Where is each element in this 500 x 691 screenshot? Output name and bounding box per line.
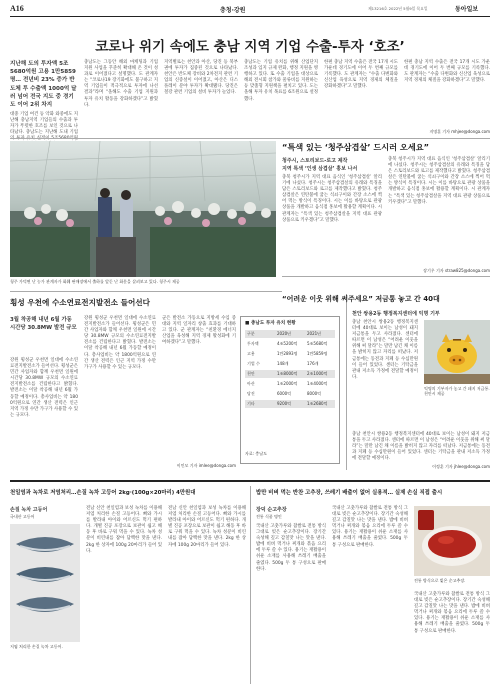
greenhouse-photo xyxy=(10,141,276,277)
mackerel-headline: 천일염과 녹차로 저염처리…손질 녹차 고등어 2kg·(100g×20마리) 4만원대 xyxy=(10,490,196,496)
lead-body-col5: 한편 충남 지역 수출은 전국 17개 시도 가운데 경기도에 이어 두 번째 규모를 기록했다. 도 관계자는 “수출 다변화와 신산업 육성으로 지역 경제의 체질을 강화하겠다”고 말했다. xyxy=(324,60,398,90)
samgyeopsal-deck-2: 지역 특색 ‘인생 삼겹살’ 홍보 나서 xyxy=(282,166,358,172)
gochujang-body-col3: 국내산 고춧가루와 찹쌀로 전통 방식 그대로 빚은 순고추장이다. 장기간 숙성해 깊고 감칠맛 나는 맛을 낸다. 밥에 비벼 먹거나 찌개와 볶음 요리에 두루 쓸 수 있다. 용기는 재활용이 쉬운 소재를 사용해 쓰레기 배출을 줄였다. 500g 두 통 구성으로 판매한다. xyxy=(414,592,490,634)
table-cell: 176개 xyxy=(307,361,319,366)
mackerel-body-col2: 전남 신안 천일염과 보성 녹차를 이용해 저염 처리한 손질 고등어다. 뼈와 가시를 발라내 아이와 어르신도 먹기 편하다. 개별 진공 포장으로 보관이 쉽고 해동 후 바로 구워 먹을 수 있다. 녹차 성분이 비린내를 잡아 담백한 맛을 낸다. 2kg 한 상자에 100g 20마리가 들어 있다. xyxy=(168,506,246,548)
lead-body-col2: 충남도는 그동안 해외 마케팅과 기업 지원 사업을 꾸준히 확대해 온 것이 성과로 이어졌다고 설명했다. 도 관계자는 “코로나19 장기화에도 불구하고 지역 기업들이 적극적으로 투자에 나선 결과”라며 “올해도 수출 기업 지원과 투자 유치 활동을 강화하겠다”고 밝혔다. xyxy=(84,60,158,108)
lead-divider xyxy=(10,138,490,139)
table-cell: 1조2000억 xyxy=(277,381,298,386)
donation-headline: “어려운 이웃 위해 써주세요” 저금통 놓고 간 40대 xyxy=(282,295,440,303)
gochujang-illustration xyxy=(414,506,490,576)
dateline: 제13216호 2022년 5월9일 목요일 xyxy=(368,6,428,11)
energy-byline: 이인모 기자 imlee@donga.com xyxy=(176,463,236,468)
masthead-rule xyxy=(10,16,490,17)
gochujang-caption: 전통 방식으로 빚은 순고추장. xyxy=(414,578,466,583)
table-cell: 2020년 xyxy=(277,331,292,336)
table-cell: 1만2893명 xyxy=(277,351,298,356)
mackerel-caption: 저염 처리한 손질 녹차 고등어. xyxy=(10,644,63,649)
mid-divider xyxy=(10,291,282,292)
bottom-center-divider xyxy=(250,486,251,684)
mackerel-photo xyxy=(10,524,80,642)
donation-body-col1: 충남 천안시 쌍용2동 행정복지센터에 40대로 보이는 남성이 돼지 저금통을 두고 사라졌다. 센터에 따르면 이 남성은 “어려운 이웃을 위해 써 달라”는 말만 남긴 채 이름을 밝히지 않고 자리를 떠났다. 저금통에는 동전과 지폐 등 수십만원이 들어 있었다. 센터는 기탁금을 관내 저소득 가정에 전달할 예정이다. xyxy=(352,320,418,380)
energy-body-col1: 강원 횡성군 우천면 일대에 수소연료전지발전소가 들어선다. 횡성군은 민간 사업자와 함께 우천면 일원에 시간당 30.8MW 규모의 수소연료전지발전소를 건립한다고 밝혔다. 발전소는 이달 착공해 내년 6월 가동할 예정이다. 총사업비는 약 1800억원으로 연간 생산 전력은 인근 지역 가정 수만 가구가 사용할 수 있는 규모다. xyxy=(10,358,78,418)
lead-body-col1: 대중 기업 여건 등 악화 와중에도 지난해 충남지역 기업들의 수출과 투자가 뚜렷한 호조를 보인 것으로 나타났다. 충남도는 지난해 도내 기업 xyxy=(10,112,78,136)
mackerel-body-col1: 전남 신안 천일염과 보성 녹차를 이용해 저염 처리한 손질 고등어다. 뼈와 가시를 발라내 아이와 어르신도 먹기 편하다. 개별 진공 포장으로 보관이 쉽고 해동 후 바로 구워 먹을 수 있다. 녹차 성분이 비린내를 잡아 담백한 맛을 낸다. 2kg 한 상자에 100g 20마리가 들어 있다. xyxy=(86,506,162,554)
section-title: 충청·강원 xyxy=(220,7,246,14)
table-cell: 2021년 xyxy=(307,331,322,336)
table-cell: 기업 수 xyxy=(247,361,260,366)
table-cell: 투자액 xyxy=(247,341,259,346)
table-cell: 1조8000억 xyxy=(277,371,298,376)
lead-body-col4: 충남도는 기업 유치를 위해 산업단지 조성과 입지 규제 완화, 행정 지원을 병행하고 있다. 또 수출 기업을 대상으로 해외 전시회 참가와 물류비를 지원하는 등 맞춤형 지원책을 펼치고 있다. 도는 올해 투자 유치 목표를 6조원으로 설정했다. xyxy=(244,60,318,102)
donation-subline: 천안 쌍용2동 행정복지센터에 익명 기부 xyxy=(352,311,440,317)
mackerel-shop-sub: 국내산 고등어 xyxy=(10,514,35,519)
mackerel-shop: 손질 녹차 고등어 xyxy=(10,507,48,513)
energy-subline: 3월 착공해 내년 6월 가동 시간당 30.8MW 발전 규모 xyxy=(10,317,77,331)
table-cell: 5조5680억 xyxy=(307,341,328,346)
mackerel-illustration xyxy=(10,524,80,642)
table-cell: 구분 xyxy=(247,331,255,336)
page-number: A16 xyxy=(10,4,24,13)
gochujang-headline: 밥만 비벼 먹는 반찬 고추장, 쓰레기 배출이 없어 실용적… 실제 손실 직접 출시 xyxy=(256,490,443,496)
table-cell: 1조2680억 xyxy=(307,401,328,406)
table-title: ■ 충남도 투자 유치 현황 xyxy=(245,321,296,326)
table-cell: 아산 xyxy=(247,381,255,386)
samgyeopsal-byline: 장기우 기자 straw825@donga.com xyxy=(423,268,490,273)
piggy-bank-photo xyxy=(424,320,490,384)
samgyeopsal-body-col1: 충북 청주시가 지역 대표 음식인 ‘청주삼겹살’ 알리기에 나섰다. 청주시는 청주삼겹살의 유래와 특징을 담은 스토리보드와 로고를 제작했다고 밝혔다. 청주삼겹살은 연탄불에 굽는 석쇠구이와 간장 소스에 찍어 먹는 방식이 특징이다. 시는 이를 바탕으로 관광 상품을 개발하고 음식점 홍보에 활용할 계획이다. 시 관계자는 “특색 있는 청주삼겹살을 지역 대표 관광 상품으로 키우겠다”고 말했다. xyxy=(282,175,382,223)
samgyeopsal-deck-1: 청주시, 스토리보드-로고 제작 xyxy=(282,158,348,164)
gochujang-shop: 장덕 순고추장 xyxy=(256,507,287,513)
table-cell: 당진 xyxy=(247,391,255,396)
lead-byline: 지명훈 기자 mhjee@donga.com xyxy=(429,129,490,134)
lead-headline: 코로나 위기 속에도 충남 지역 기업 수출-투자 ‘호조’ xyxy=(95,39,405,55)
table-note: 자료: 충남도 xyxy=(245,451,267,456)
masthead xyxy=(10,4,490,16)
gochujang-body-col2: 국내산 고춧가루와 찹쌀로 전통 방식 그대로 빚은 순고추장이다. 장기간 숙성해 깊고 감칠맛 나는 맛을 낸다. 밥에 비벼 먹거나 찌개와 볶음 요리에 두루 쓸 수 있다. 용기는 재활용이 쉬운 소재를 사용해 쓰레기 배출을 줄였다. 500g 두 통 구성으로 판매한다. xyxy=(332,506,408,548)
table-cell: 148개 xyxy=(277,361,289,366)
gochujang-body-col1: 국내산 고춧가루와 찹쌀로 전통 방식 그대로 빚은 순고추장이다. 장기간 숙성해 깊고 감칠맛 나는 맛을 낸다. 밥에 비벼 먹거나 찌개와 볶음 요리에 두루 쓸 수 있다. 용기는 재활용이 쉬운 소재를 사용해 쓰레기 배출을 줄였다. 500g 두 통 구성으로 판매한다. xyxy=(256,524,326,572)
lead-intro: 지난해 도의 투자액 5조5680억원 고용 1만5859명… 전년비 23% 증가 반도체 투 수출액 1000억 달러 넘어 전국 지도 중 경기도 이어 2위 차지 xyxy=(10,61,77,109)
piggy-bank-caption: 익명의 기부자가 놓고 간 돼지 저금통. 천안시 제공 xyxy=(424,386,490,397)
table-cell: 고용 xyxy=(247,351,255,356)
donation-body-col2: 충남 천안시 쌍용2동 행정복지센터에 40대로 보이는 남성이 돼지 저금통을 두고 사라졌다. 센터에 따르면 이 남성은 “어려운 이웃을 위해 써 달라”는 말만 남긴 채 이름을 밝히지 않고 자리를 떠났다. 저금통에는 동전과 지폐 등 수십만원이 들어 있었다. 센터는 기탁금을 관내 저소득 가정에 전달할 예정이다. xyxy=(352,432,490,462)
energy-body-col2: 강원 횡성군 우천면 일대에 수소연료전지발전소가 들어선다. 횡성군은 민간 사업자와 함께 우천면 일원에 시간당 30.8MW 규모의 수소연료전지발전소를 건립한다고 밝혔다. 발전소는 이달 착공해 내년 6월 가동할 예정이다. 총사업비는 약 1800억원으로 연간 생산 전력은 인근 지역 가정 수만 가구가 사용할 수 있는 규모다. xyxy=(84,316,156,370)
table-cell: 2조1000억 xyxy=(307,371,328,376)
table-cell: 8000억 xyxy=(307,391,322,396)
gochujang-shop-sub: 전통 식품 명인 xyxy=(256,514,282,519)
energy-headline: 횡성 우천에 수소연료전지발전소 들어선다 xyxy=(10,298,150,307)
investment-table xyxy=(240,316,340,464)
piggy-bank-icon xyxy=(424,320,490,384)
gochujang-photo xyxy=(414,506,490,576)
mid-divider-right xyxy=(282,276,490,277)
samgyeopsal-headline: “특색 있는 ‘청주삼겹살’ 드시러 오세요” xyxy=(282,142,430,152)
table-cell: 천안 xyxy=(247,371,255,376)
table-cell: 6000억 xyxy=(277,391,292,396)
photo-caption: 청주 가덕면 난 농가 관계자가 화훼 판매장에서 출하를 앞둔 난 화분을 살펴보고 있다. 청주시 제공 xyxy=(10,279,180,284)
vertical-divider xyxy=(346,294,347,470)
donation-byline: 이정훈 기자 jhlee@donga.com xyxy=(432,464,490,469)
samgyeopsal-body-col2: 충북 청주시가 지역 대표 음식인 ‘청주삼겹살’ 알리기에 나섰다. 청주시는 청주삼겹살의 유래와 특징을 담은 스토리보드와 로고를 제작했다고 밝혔다. 청주삼겹살은 연탄불에 굽는 석쇠구이와 간장 소스에 찍어 먹는 방식이 특징이다. 시는 이를 바탕으로 관광 상품을 개발하고 음식점 홍보에 활용할 계획이다. 시 관계자는 “특색 있는 청주삼겹살을 지역 대표 관광 상품으로 키우겠다”고 말했다. xyxy=(388,157,490,205)
table-cell: 1조4000억 xyxy=(307,381,328,386)
lead-body-col6: 한편 충남 지역 수출은 전국 17개 시도 가운데 경기도에 이어 두 번째 규모를 기록했다. 도 관계자는 “수출 다변화와 신산업 육성으로 지역 경제의 체질을 강화하겠다”고 말했다. xyxy=(404,60,490,84)
energy-body-col3: 군은 발전소 가동으로 지방세 수입 증대와 지역 일자리 창출 효과를 기대하고 있다. 군 관계자는 “친환경 에너지 산업을 육성해 지역 경제 활성화에 기여하겠다”고 말했다. xyxy=(162,316,236,346)
lead-body-col3: 지역별로는 천안과 아산, 당진 등 북부권에 투자가 집중된 것으로 나타났다. 천안은 반도체 장비와 2차전지 관련 기업의 신증설이 이어졌고, 아산은 디스플레이 분야 투자가 확대됐다. 당진은 철강 관련 기업의 설비 투자가 늘었다. xyxy=(164,60,238,96)
greenhouse-illustration xyxy=(10,141,276,277)
bottom-section-rule xyxy=(10,480,490,482)
table-cell: 4조5200억 xyxy=(277,341,298,346)
paper-logo: 동아일보 xyxy=(455,7,479,13)
table-cell: 기타 xyxy=(247,401,255,406)
table-cell: 1만5859명 xyxy=(307,351,328,356)
table-cell: 9200억 xyxy=(277,401,292,406)
